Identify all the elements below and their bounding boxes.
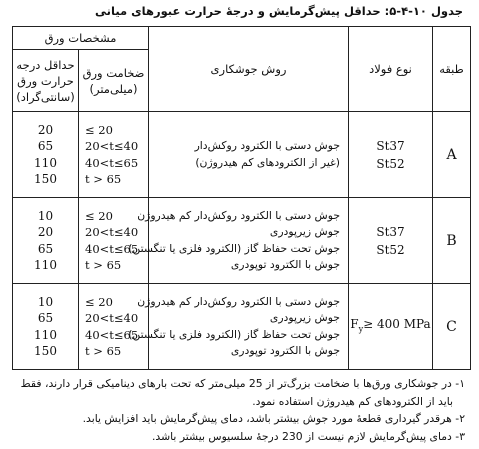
note-2: ۲- هرقدر گیرداری قطعهٔ مورد جوش بیشتر باشد، دمای پیش‌گرمایش باید افزایش یابد. — [82, 412, 465, 425]
header-temperature: حداقل درجه حرارت ورق (سانتی‌گراد) — [13, 50, 79, 112]
temperature-cell: 10 20 65 110 — [13, 198, 79, 284]
table-notes — [13, 375, 465, 445]
method-cell: جوش دستی با الکترود روکش‌دار کم هیدروژن جوش زیرپودری جوش تحت حفاظ گاز (الکترود فلزی یا تنگستن) جوش با الکترود توپودری — [149, 198, 349, 284]
header-thickness: ضخامت ورق (میلی‌متر) — [79, 50, 149, 112]
class-cell: A — [433, 112, 471, 198]
table-row — [13, 284, 471, 370]
preheat-table — [12, 26, 471, 370]
header-steel: نوع فولاد — [349, 27, 433, 112]
temperature-cell: 20 65 110 150 — [13, 112, 79, 198]
header-method: روش جوشکاری — [149, 27, 349, 112]
steel-cell: St37 St52 — [349, 198, 433, 284]
table-row — [13, 112, 471, 198]
header-plate-group: مشخصات ورق — [13, 27, 149, 50]
note-1-continued: باید از الکترودهای کم هیدروژن استفاده نمود. — [252, 394, 453, 408]
temperature-cell: 10 65 110 150 — [13, 284, 79, 370]
class-cell: B — [433, 198, 471, 284]
note-3: ۳- دمای پیش‌گرمایش لازم نیست از 230 درجهٔ سلسیوس بیشتر باشد. — [151, 429, 465, 443]
table-row — [13, 198, 471, 284]
thickness-cell: ≤ 20 20<t≤40 40<t≤65 t > 65 — [79, 284, 149, 370]
thickness-cell: ≤ 20 20<t≤40 40<t≤65 t > 65 — [79, 198, 149, 284]
steel-cell: St37 St52 — [349, 112, 433, 198]
thickness-cell: ≤ 20 20<t≤40 40<t≤65 t > 65 — [79, 112, 149, 198]
note-1: ۱- در جوشکاری ورق‌ها با ضخامت بزرگ‌تر از 25 میلی‌متر که تحت بارهای دینامیکی قرار دارند، فقط — [20, 377, 465, 390]
header-class: طبقه — [433, 27, 471, 112]
method-cell: جوش دستی با الکترود روکش‌دار (غیر از الکترودهای کم هیدروژن) — [149, 112, 349, 198]
table-caption: جدول ۱۰-۴-۵: حداقل پیش‌گرمایش و درجهٔ حرارت عبورهای میانی — [95, 4, 463, 18]
method-cell: جوش دستی با الکترود روکش‌دار کم هیدروژن جوش زیرپودری جوش تحت حفاظ گاز (الکترود فلزی یا تنگستن) جوش با الکترود توپودری — [149, 284, 349, 370]
class-cell: C — [433, 284, 471, 370]
steel-cell: $F_y\ge 400$ MPa — [349, 284, 433, 370]
